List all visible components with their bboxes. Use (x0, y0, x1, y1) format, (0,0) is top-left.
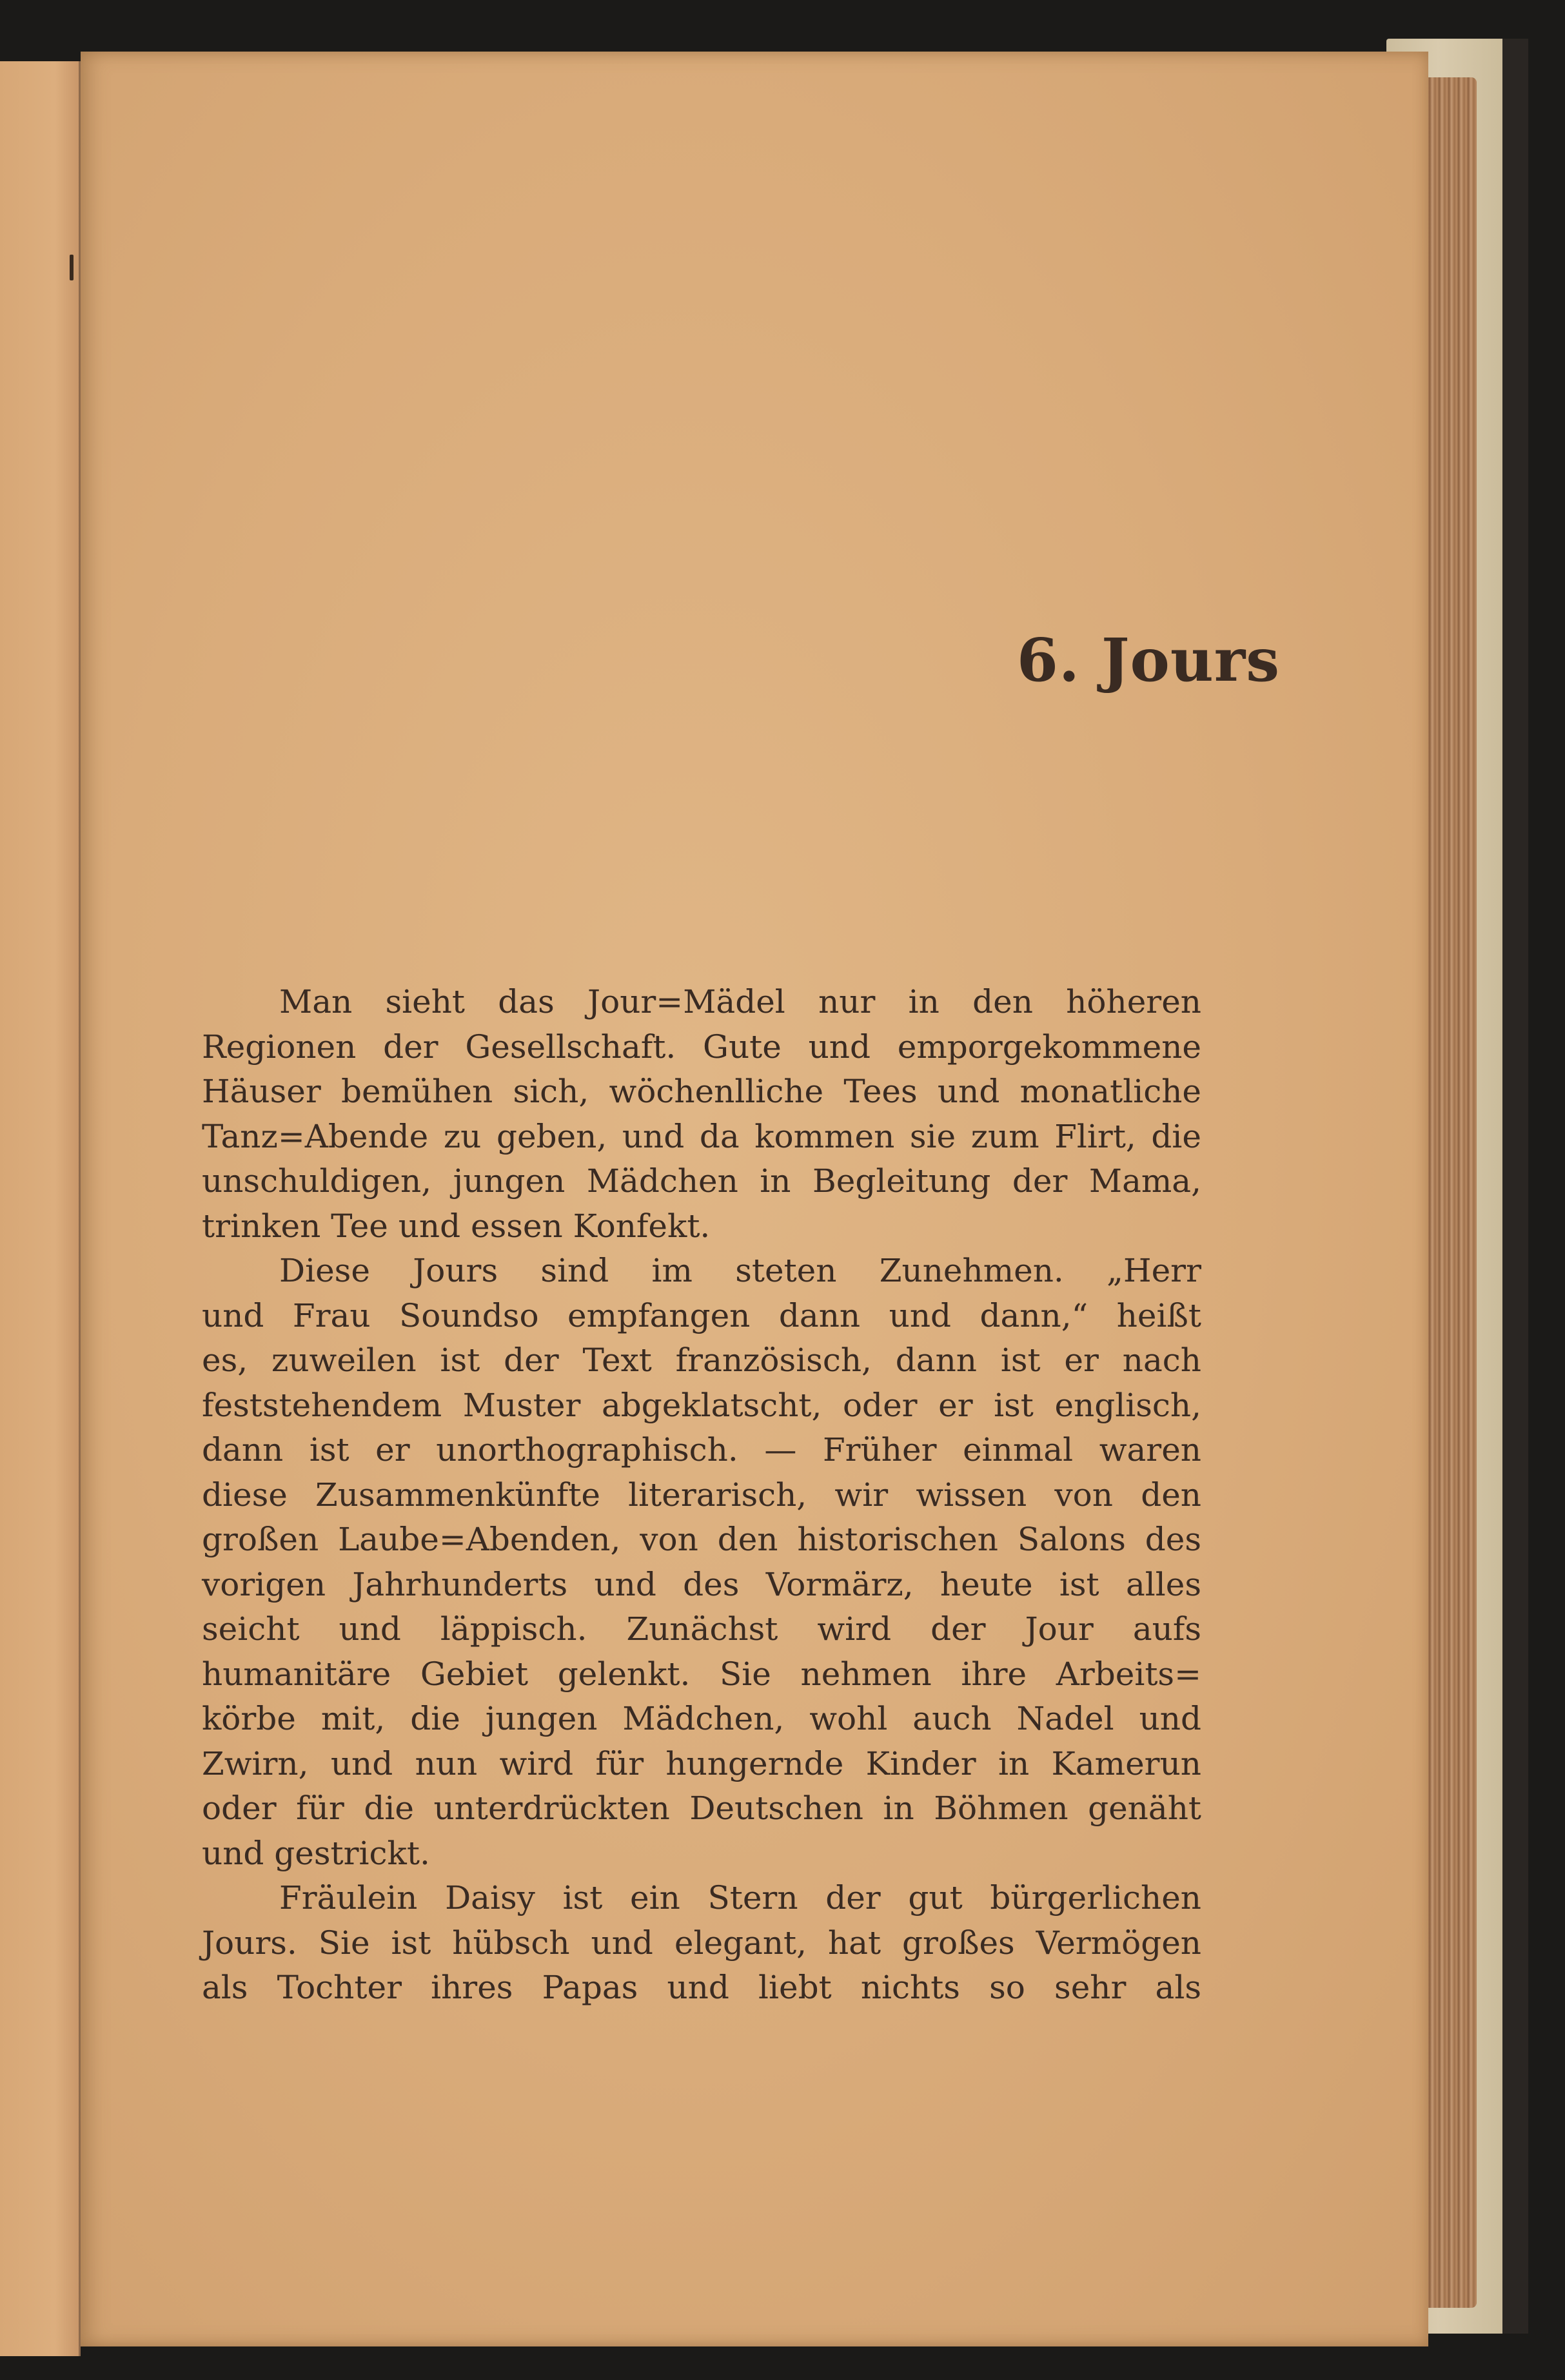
text-line: trinken Tee und essen Konfekt. (202, 1207, 711, 1245)
text-line: diese Zusammenkünfte literarisch, wir wissen von den (202, 1476, 1201, 1514)
text-line: Häuser bemühen sich, wöchenlliche Tees und monatliche (202, 1073, 1201, 1110)
book-page (81, 52, 1428, 2346)
text-line: Jours. Sie ist hübsch und elegant, hat großes Vermögen (202, 1924, 1201, 1962)
text-line: und Frau Soundso empfangen dann und dann,“ heißt (202, 1296, 1201, 1334)
text-line: körbe mit, die jungen Mädchen, wohl auch Nadel und (202, 1700, 1201, 1737)
body-text (202, 980, 1201, 2011)
text-line: als Tochter ihres Papas und liebt nichts so sehr als (202, 1969, 1201, 2006)
left-page-sliver (0, 61, 81, 2356)
text-line: vorigen Jahrhunderts und des Vormärz, heute ist alles (202, 1565, 1201, 1603)
text-line: dann ist er unorthographisch. — Früher einmal waren (202, 1431, 1201, 1468)
text-line: großen Laube=Abenden, von den historischen Salons des (202, 1521, 1201, 1558)
text-line: seicht und läppisch. Zunächst wird der Jour aufs (202, 1610, 1201, 1648)
text-line: Regionen der Gesellschaft. Gute und emporgekommene (202, 1028, 1201, 1066)
text-line: es, zuweilen ist der Text französisch, dann ist er nach (202, 1341, 1201, 1379)
text-line: unschuldigen, jungen Mädchen in Begleitung der Mama, (202, 1162, 1201, 1200)
text-line: Man sieht das Jour=Mädel nur in den höheren (279, 983, 1201, 1020)
left-page-mark (70, 255, 74, 280)
cover-shadow (1502, 39, 1528, 2334)
text-line: humanitäre Gebiet gelenkt. Sie nehmen ihre Arbeits= (202, 1655, 1201, 1693)
text-line: feststehendem Muster abgeklatscht, oder er ist englisch, (202, 1386, 1201, 1424)
text-line: oder für die unterdrückten Deutschen in Böhmen genäht (202, 1790, 1201, 1827)
text-line: Fräulein Daisy ist ein Stern der gut bürgerlichen (279, 1879, 1201, 1917)
text-line: Diese Jours sind im steten Zunehmen. „Herr (279, 1252, 1201, 1289)
text-line: Zwirn, und nun wird für hungernde Kinder in Kamerun (202, 1744, 1201, 1782)
text-line: und gestrickt. (202, 1834, 430, 1872)
chapter-title: 6. Jours (1016, 625, 1280, 695)
text-line: Tanz=Abende zu geben, und da kommen sie zum Flirt, die (202, 1117, 1201, 1155)
